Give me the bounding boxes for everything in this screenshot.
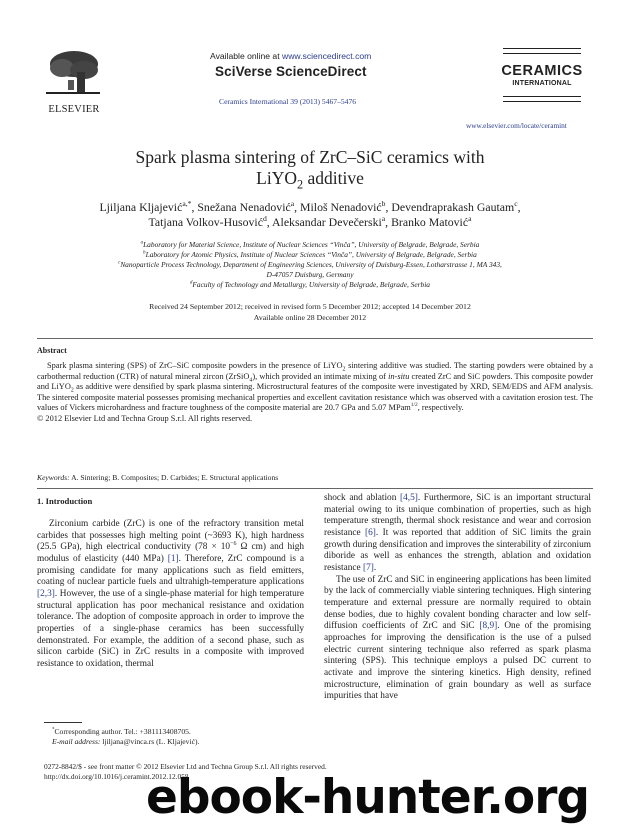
journal-reference-link[interactable]: Ceramics International 39 (2013) 5467–5476	[219, 97, 357, 106]
author-name[interactable]: Ljiljana Kljajević	[99, 200, 183, 214]
title-line-2	[0, 168, 620, 192]
abstract-top-rule	[37, 338, 593, 339]
doi-link[interactable]: http://dx.doi.org/10.1016/j.ceramint.2012.12.058	[44, 772, 189, 781]
affil-mark: b	[143, 250, 146, 256]
available-online-label: Available online at	[210, 51, 282, 61]
ceramics-international-logo	[497, 48, 587, 102]
issn-copyright-line: 0272-8842/$ - see front matter © 2012 Elsevier Ltd and Techna Group S.r.l. All rights reserved.	[44, 762, 327, 771]
affiliation-list	[0, 240, 620, 290]
body-column-left	[37, 519, 304, 671]
citation-link[interactable]: [8,9]	[479, 621, 498, 632]
received-dates: Received 24 September 2012; received in revised form 5 December 2012; accepted 14 December 2012	[149, 302, 471, 311]
affil-mark: a	[140, 240, 144, 246]
article-title	[0, 147, 620, 192]
affil-text: D-47057 Duisburg, Germany	[266, 270, 354, 279]
author-affil-mark: c	[514, 199, 518, 209]
affiliation-item	[0, 250, 620, 260]
abstract-italic: in-situ	[388, 371, 410, 381]
elsevier-tree-icon	[44, 48, 102, 98]
affil-mark: c	[118, 260, 121, 266]
affil-text: Nanoparticle Process Technology, Department of Engineering Sciences, University of Duisburg-Essen, Lotharstrasse 1, MA 343,	[120, 260, 502, 269]
email-label: E-mail address:	[52, 737, 101, 746]
paragraph	[324, 493, 591, 575]
affiliation-item	[0, 260, 620, 270]
subscript: 2	[342, 366, 346, 373]
available-online-date: Available online 28 December 2012	[253, 312, 367, 322]
article-dates	[0, 302, 620, 323]
affil-text: Laboratory for Material Science, Institute of Nuclear Sciences “Vinča”, University of Belgrade, Belgrade, Serbia	[143, 240, 480, 249]
author-name[interactable]: Branko Matović	[391, 215, 469, 229]
journal-logo-subtitle: INTERNATIONAL	[512, 80, 572, 87]
journal-logo-title: CERAMICS	[501, 63, 583, 79]
abstract-text: ), which provided an intimate mixing of	[252, 371, 389, 381]
paragraph	[324, 575, 591, 703]
paragraph	[37, 519, 304, 671]
affil-text: Laboratory for Atomic Physics, Institute of Nuclear Sciences “Vinča”, University of Belgrade, Belgrade, Serbia	[145, 250, 477, 259]
author-name[interactable]: Devendraprakash Gautam	[391, 200, 515, 214]
body-text: . It was reported that addition of SiC limits the grain growth during densification and improves the sinterability of zirconium diboride as well as enhances the strength, ablation and oxidation resistance	[324, 527, 591, 573]
footnote	[52, 727, 199, 747]
footnote-rule	[44, 722, 82, 723]
sciencedirect-link[interactable]: www.sciencedirect.com	[282, 51, 372, 61]
available-online-line	[210, 51, 371, 61]
footnote-text: Corresponding author. Tel.: +381113408705.	[54, 727, 191, 736]
abstract-text: Spark plasma sintering (SPS) of ZrC–SiC composite powders in the presence of LiYO	[47, 361, 343, 370]
abstract-bottom-rule	[37, 488, 593, 489]
author-name[interactable]: Snežana Nenadović	[197, 200, 291, 214]
abstract-heading: Abstract	[37, 346, 67, 355]
email-note	[52, 737, 199, 747]
title-formula: LiYO	[256, 168, 297, 188]
abstract-text: , respectively.	[417, 403, 464, 412]
author-list	[0, 200, 620, 230]
elsevier-logo	[44, 48, 104, 114]
keywords-text: A. Sintering; B. Composites; D. Carbides; E. Structural applications	[69, 473, 279, 482]
journal-url-link[interactable]: www.elsevier.com/locate/ceramint	[466, 121, 567, 130]
author-affil-mark: a	[381, 214, 386, 224]
logo-bottom-rule	[503, 96, 581, 102]
abstract-text: created ZrC and SiC powders. This composite powder and LiYO	[37, 371, 593, 391]
body-text: Zirconium carbide (ZrC) is one of the refractory transition metal carbides that possesses high melting point (~3693 K), high hardness (25.5 GPa), high electrical conductivity (78 × 10	[37, 519, 304, 553]
abstract-copyright: © 2012 Elsevier Ltd and Techna Group S.r.l. All rights reserved.	[37, 413, 253, 423]
body-column-right	[324, 493, 591, 703]
superscript: −6	[230, 541, 237, 548]
citation-link[interactable]: [6]	[365, 527, 376, 538]
sciverse-sciencedirect-logo: SciVerse ScienceDirect	[215, 64, 367, 79]
author-affil-mark: a,*	[182, 199, 192, 209]
abstract-text: sintering additive was studied. The starting powders were obtained by a carbothermal reduction (CTR) of natural mineral zircon (ZrSiO	[37, 361, 593, 381]
body-text: The use of ZrC and SiC in engineering applications has been limited by the lack of commercially viable sintering techniques. High sintering temperature and external pressure are normally required to obtain dense bodies, due to highly covalent bonding character and low self-diffusion coefficients of ZrC and SiC	[324, 574, 591, 632]
subscript: 4	[249, 377, 253, 384]
abstract-body	[37, 361, 593, 424]
abstract-text: as additive were densified by spark plasma sintering. Microstructural features of the composite were investigated by XRD, SEM/EDS and AFM analysis. The sintered composite material possesses promising mechanical properties and excellent cavitation resistance which was observed with a cavitation erosion test. The values of Vickers microhardness and fracture toughness of the composite material are 20.7 GPa and 5.07 MPam	[37, 382, 593, 412]
title-line-1: Spark plasma sintering of ZrC–SiC ceramics with	[135, 147, 485, 167]
email-address[interactable]: ljiljana@vinca.rs (L. Kljajević).	[100, 737, 200, 746]
citation-link[interactable]: [4,5]	[400, 493, 418, 503]
elsevier-wordmark: ELSEVIER	[48, 104, 100, 115]
affiliation-item	[0, 280, 620, 290]
body-text: Ω cm) and high modulus of elasticity (440 MPa)	[37, 542, 304, 564]
author-affil-mark: b	[381, 199, 386, 209]
author-name[interactable]: Miloš Nenadović	[300, 200, 382, 214]
corresponding-author-note	[52, 727, 199, 737]
watermark-text: ebook-hunter.org	[146, 770, 590, 825]
superscript: 1/2	[410, 402, 418, 409]
author-line-2: Tatjana Volkov-Husović$^d$, Aleksandar Devečerski$^a$, Branko Matović$^a$	[148, 214, 472, 229]
body-text: .	[373, 562, 377, 573]
citation-link[interactable]: [7]	[362, 562, 374, 573]
author-affil-mark: a	[468, 214, 472, 224]
body-text: shock and ablation	[324, 493, 400, 503]
affil-text: Faculty of Technology and Metallurgy, University of Belgrade, Belgrade, Serbia	[192, 280, 430, 289]
author-affil-mark: d	[262, 214, 267, 224]
citation-link[interactable]: [2,3]	[37, 588, 55, 599]
body-text: . Therefore, ZrC compound is a promising candidate for many applications such as field emitters, coating of nuclear particle fuels and ultrahigh-temperature applications	[37, 553, 305, 588]
body-text: . One of the promising approaches for improving the densification is the use of a pulsed electric current sintering technique also referred as spark plasma sintering (SPS). This technique employs a pulsed DC current to activate and improve the sintering kinetics. High density, refined microstructure, elimination of grain boundary as well as surface impurities that have	[324, 621, 591, 702]
section-heading-introduction: 1. Introduction	[37, 496, 93, 506]
author-affil-mark: a	[290, 199, 295, 209]
title-suffix: additive	[303, 168, 364, 188]
keywords-line	[37, 473, 278, 482]
affil-mark: d	[190, 280, 193, 286]
title-subscript: 2	[296, 177, 304, 192]
author-name[interactable]: Aleksandar Devečerski	[272, 215, 382, 229]
logo-top-rule	[503, 48, 581, 54]
keywords-label: Keywords:	[37, 473, 70, 482]
footnote-mark: *	[52, 727, 55, 733]
body-text: . Furthermore, SiC is an important structural material owing to its unique combination of properties, such as high temperature strength, thermal shock resistance and wear and corrosion resistance	[324, 493, 591, 538]
subscript: 2	[70, 387, 74, 394]
author-name[interactable]: Tatjana Volkov-Husović	[148, 215, 263, 229]
author-line-1: Ljiljana Kljajević$^{a,*}$, Snežana Nenadović$^a$, Miloš Nenadović$^b$, Devendraprakash Gautam$^c$,	[99, 199, 521, 214]
citation-link[interactable]: [1]	[167, 553, 179, 564]
affiliation-item	[0, 270, 620, 280]
body-text: . However, the use of a single-phase material for high temperature structural application has poor mechanical resistance and oxidation tolerance. The adoption of composite approach in order to improve the properties of a single-phase ceramics has been successfully demonstrated. For example, the addition of a second phase, such as silicon carbide (SiC) in ZrC results in a composite with improved resistance to oxidation, thermal	[37, 588, 304, 669]
affiliation-item	[0, 240, 620, 250]
